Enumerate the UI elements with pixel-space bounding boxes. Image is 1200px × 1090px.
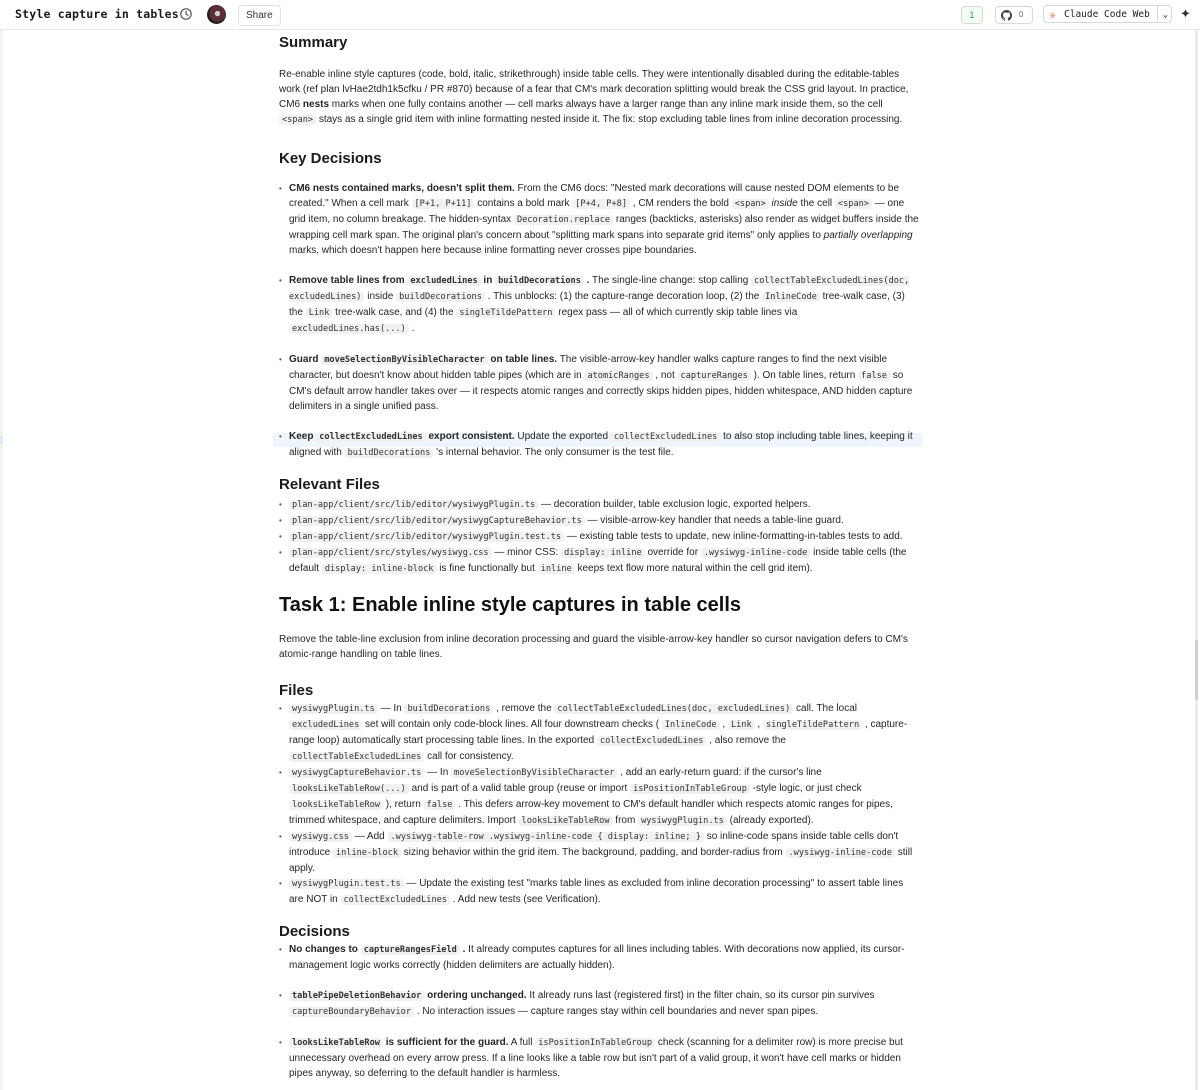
text-run: inside [364, 291, 397, 302]
inline-code: .wysiwyg-inline-code [701, 548, 810, 558]
text-run: , add an early-return guard: if the cursor's line [617, 767, 822, 778]
inline-code: [P+4, P+8] [572, 199, 630, 209]
text-run: partially overlapping [823, 230, 913, 241]
text-run: . [459, 944, 466, 955]
text-run: CM6 nests contained marks, doesn't split them. [289, 183, 515, 194]
inline-code: moveSelectionByVisibleCharacter [321, 355, 487, 365]
inline-code: <span> [279, 115, 316, 125]
inline-code: plan-app/client/src/lib/editor/wysiwygPlugin.ts [289, 500, 538, 510]
list-item [279, 545, 919, 577]
text-run: Remove table lines from [289, 275, 408, 286]
inline-code: Link [306, 308, 333, 318]
list-item [279, 765, 919, 829]
github-button[interactable] [995, 6, 1033, 24]
inline-code: InlineCode [762, 292, 820, 302]
inline-code: plan-app/client/src/lib/editor/wysiwygPlugin.test.ts [289, 532, 564, 542]
list-item [279, 988, 919, 1020]
inline-code: moveSelectionByVisibleCharacter [451, 768, 617, 778]
text-run: call. The local [793, 703, 857, 714]
github-icon [1001, 10, 1012, 21]
text-run: , remove the [493, 703, 555, 714]
inline-code: inline-block [333, 848, 401, 858]
left-rail [0, 30, 3, 1090]
text-run: . This defers arrow-key movement to CM's default handler which respects atomic ranges for pipes, trimmed whitespace, and capture delimiters. Import [289, 799, 893, 826]
text-run: — existing table tests to update, new inline-formatting-in-tables tests to add. [564, 531, 903, 542]
summary-heading: Summary [279, 34, 348, 51]
key-decisions-list [279, 181, 919, 461]
text-run: the cell [797, 198, 835, 209]
text-run: marks when one fully contains another — cell marks always have a larger range than any inline mark inside them, so the cell [329, 99, 883, 110]
files-list [279, 701, 919, 908]
top-bar [0, 0, 1200, 30]
inline-code: plan-app/client/src/lib/editor/wysiwygCaptureBehavior.ts [289, 516, 585, 526]
text-run: , [719, 719, 728, 730]
text-run: regex pass — all of which currently skip table lines via [555, 307, 798, 318]
inline-code: collectTableExcludedLines(doc, excludedLines) [289, 276, 910, 302]
summary-paragraph [279, 67, 919, 128]
text-run: , capture-range loop) automatically start processing table lines. In the exported [289, 719, 908, 746]
inline-code: looksLikeTableRow(...) [289, 784, 409, 794]
inline-code: excludedLines [407, 276, 480, 286]
text-run: ranges (backticks, asterisks) also render as widget buffers inside the wrapping cell mark span. The original plan's concern about "splitting mark spans into separate grid items" only applies to [289, 214, 919, 241]
inline-code: wysiwygPlugin.test.ts [289, 879, 404, 889]
document-body[interactable] [279, 30, 919, 1081]
text-run: . [408, 323, 415, 334]
claude-code-web-label: Claude Code Web [1064, 9, 1150, 20]
list-item [279, 429, 919, 461]
text-run: — Update the existing test "marks table lines as excluded from inline decoration processing" to assert table lines are NOT in [289, 878, 904, 905]
text-run: — visible-arrow-key handler that needs a table-line guard. [584, 515, 844, 526]
github-count: 0 [1019, 10, 1024, 19]
text-run: stays as a single grid item with inline formatting nested inside it. The fix: stop excluding table lines from inline decoration processing. [316, 114, 903, 125]
list-item [279, 273, 919, 337]
text-run: — In [377, 703, 405, 714]
scrollbar-thumb[interactable] [1195, 640, 1198, 700]
text-run: From the CM6 docs: "Nested mark decorations will cause nested DOM elements to be created." When a cell mark [289, 183, 900, 209]
inline-code: captureBoundaryBehavior [289, 1007, 414, 1017]
inline-code: excludedLines.has(...) [289, 324, 409, 334]
inline-code: false [858, 371, 890, 381]
inline-code: .wysiwyg-inline-code [786, 848, 895, 858]
text-run: , [754, 719, 763, 730]
text-run: (already exported). [726, 815, 814, 826]
text-run: from [612, 815, 639, 826]
inline-code: InlineCode [662, 720, 720, 730]
text-run: marks, which doesn't happen here because inline formatting never crosses pipe boundaries. [289, 245, 697, 256]
text-run: A full [508, 1037, 536, 1048]
text-run: The visible-arrow-key handler walks capture ranges to find the next visible character, but doesn't know about hidden table pipes (which are in [289, 354, 888, 381]
inline-code: collectTableExcludedLines(doc, excludedLines) [554, 704, 793, 714]
text-run: It already runs last (registered first) in the filter chain, so its cursor pin survives [526, 990, 875, 1001]
list-item [279, 513, 919, 529]
claude-logo-icon: ✳ [1049, 8, 1057, 22]
inline-code: [P+1, P+11] [412, 199, 475, 209]
text-run: . This unblocks: (1) the capture-range decoration loop, (2) the [484, 291, 763, 302]
list-item [279, 352, 919, 414]
inline-code: isPositionInTableGroup [630, 784, 750, 794]
inline-code: wysiwygPlugin.ts [638, 816, 727, 826]
text-run: keeps text flow more natural within the cell grid item). [574, 563, 813, 574]
decisions-list [279, 942, 919, 1081]
inline-code: looksLikeTableRow [289, 800, 383, 810]
relevant-files-list [279, 497, 919, 577]
task1-heading: Task 1: Enable inline style captures in table cells [279, 594, 742, 616]
text-run: override for [644, 547, 701, 558]
inline-code: buildDecorations [396, 292, 485, 302]
text-run: set will contain only code-block lines. All four downstream checks ( [362, 719, 662, 730]
inline-code: display: inline [561, 548, 645, 558]
inline-code: wysiwygCaptureBehavior.ts [289, 768, 424, 778]
text-run: , not [652, 370, 678, 381]
text-run: — Add [351, 831, 388, 842]
inline-code: collectExcludedLines [611, 432, 720, 442]
text-run: Re-enable inline style captures (code, bold, italic, strikethrough) inside table cells. They were intentionally disabled during the editable-tables work (ref plan lvHae2tdh1k5cfku / PR #870) because of a fear that CM's mark decoration splitting would break the CSS grid layout. In practice, CM6 [279, 69, 909, 110]
text-run: on table lines. [487, 354, 558, 365]
text-run: nests [302, 99, 330, 110]
text-run: . [583, 275, 590, 286]
text-run: 's internal behavior. The only consumer is the test file. [433, 447, 674, 458]
text-run: No changes to [289, 944, 361, 955]
text-run: call for consistency. [424, 751, 514, 762]
list-item [279, 529, 919, 545]
text-run: ). On table lines, return [750, 370, 859, 381]
list-item [279, 497, 919, 513]
line-marker [0, 436, 3, 444]
text-run: . Add new tests (see Verification). [449, 894, 601, 905]
inline-code: excludedLines [289, 720, 362, 730]
text-run: so CM's default arrow handler takes over — it respects atomic ranges and correctly skips hidden pipes, hidden whitespace, AND hidden capture delimiters in a single unified pass. [289, 370, 913, 412]
key-decisions-heading: Key Decisions [279, 150, 382, 167]
claude-code-web-button[interactable] [1043, 5, 1172, 23]
inline-code: plan-app/client/src/styles/wysiwyg.css [289, 548, 492, 558]
text-run: and is part of a valid table group (reuse or import [408, 783, 631, 794]
inline-code: .wysiwyg-table-row .wysiwyg-inline-code { display: inline; } [388, 832, 704, 842]
inline-code: display: inline-block [322, 564, 437, 574]
text-run: tree-walk case, and (4) the [332, 307, 457, 318]
text-run: contains a bold mark [474, 198, 573, 209]
text-run: It already computes captures for all lines including tables. With decorations now applied, its cursor-management logic works correctly (hidden delimiters are actually hidden). [289, 944, 905, 971]
list-item [279, 1035, 919, 1081]
history-icon[interactable] [179, 7, 193, 21]
text-run: — one grid item, no column breakage. The hidden-syntax [289, 198, 905, 225]
list-item [279, 701, 919, 765]
document-title: Style capture in tables [15, 7, 179, 21]
inline-code: singleTildePattern [763, 720, 862, 730]
text-run: inside table cells (the default [289, 547, 907, 574]
text-run: export consistent. [425, 431, 515, 442]
avatar[interactable] [207, 5, 226, 24]
text-run: , also remove the [706, 735, 786, 746]
inline-code: looksLikeTableRow [289, 1038, 383, 1048]
text-run: ordering unchanged. [424, 990, 527, 1001]
inline-code: buildDecorations [345, 448, 434, 458]
relevant-files-heading: Relevant Files [279, 476, 380, 493]
inline-code: <span> [835, 199, 872, 209]
text-run: — In [424, 767, 452, 778]
task1-paragraph: Remove the table-line exclusion from inline decoration processing and guard the visible-arrow-key handler so cursor navigation defers to CM's atomic-range handling on table lines. [279, 634, 908, 660]
text-run: ), return [382, 799, 424, 810]
text-run: — minor CSS: [491, 547, 562, 558]
inline-code: wysiwyg.css [289, 832, 352, 842]
inline-code: captureRanges [678, 371, 751, 381]
inline-code: isPositionInTableGroup [535, 1038, 655, 1048]
text-run: still apply. [289, 847, 913, 874]
inline-code: buildDecorations [404, 704, 493, 714]
text-run: Update the exported [514, 431, 611, 442]
text-run: — decoration builder, table exclusion logic, exported helpers. [538, 499, 811, 510]
text-run: tree-walk case, (3) the [289, 291, 905, 318]
text-run: Guard [289, 354, 322, 365]
text-run: inside [768, 198, 798, 209]
share-button[interactable]: Share [238, 5, 281, 26]
inline-code: inline [538, 564, 575, 574]
text-run: , CM renders the bold [630, 198, 732, 209]
text-run: to also stop including table lines, keeping it aligned with [289, 431, 913, 458]
inline-code: singleTildePattern [456, 308, 555, 318]
inline-code: Decoration.replace [514, 215, 613, 225]
text-run: is sufficient for the guard. [382, 1037, 509, 1048]
text-run: so inline-code spans inside table cells don't introduce [289, 831, 899, 858]
text-run: in [480, 275, 496, 286]
inline-code: captureRangesField [361, 945, 460, 955]
text-run: -style logic, or just check [749, 783, 862, 794]
inline-code: collectTableExcludedLines [289, 752, 424, 762]
list-item [279, 829, 919, 876]
chevron-down-icon[interactable]: ⌄ [1157, 6, 1173, 22]
sparkle-icon[interactable]: ✦ [1180, 6, 1191, 21]
text-run: is fine functionally but [436, 563, 538, 574]
inline-code: wysiwygPlugin.ts [289, 704, 378, 714]
text-run: check (scanning for a delimiter row) is more precise but unnecessary overhead on every arrow press. If a line looks like a table row but isn't part of a valid group, it won't have cell marks or hidden pipes anyway, so deferring to the default handler is harmless. [289, 1037, 903, 1079]
files-heading: Files [279, 682, 314, 699]
list-item [279, 942, 919, 973]
inline-code: looksLikeTableRow [519, 816, 613, 826]
scrollbar-track[interactable] [1195, 30, 1198, 1090]
decisions-heading: Decisions [279, 923, 350, 940]
list-item [279, 876, 919, 908]
inline-code: false [424, 800, 456, 810]
inline-code: tablePipeDeletionBehavior [289, 991, 424, 1001]
inline-code: Link [728, 720, 755, 730]
inline-code: buildDecorations [495, 276, 584, 286]
inline-code: <span> [732, 199, 769, 209]
text-run: sizing behavior within the grid item. The background, padding, and border-radius from [401, 847, 786, 858]
inline-code: atomicRanges [584, 371, 652, 381]
text-run: The single-line change: stop calling [589, 275, 752, 286]
text-run: Keep [289, 431, 317, 442]
inline-code: collectExcludedLines [597, 736, 706, 746]
inline-code: collectExcludedLines [341, 895, 450, 905]
text-run: . No interaction issues — capture ranges stay within cell boundaries and never span pipes. [414, 1006, 819, 1017]
count-badge[interactable]: 1 [961, 6, 983, 24]
list-item [279, 181, 919, 258]
inline-code: collectExcludedLines [316, 432, 425, 442]
